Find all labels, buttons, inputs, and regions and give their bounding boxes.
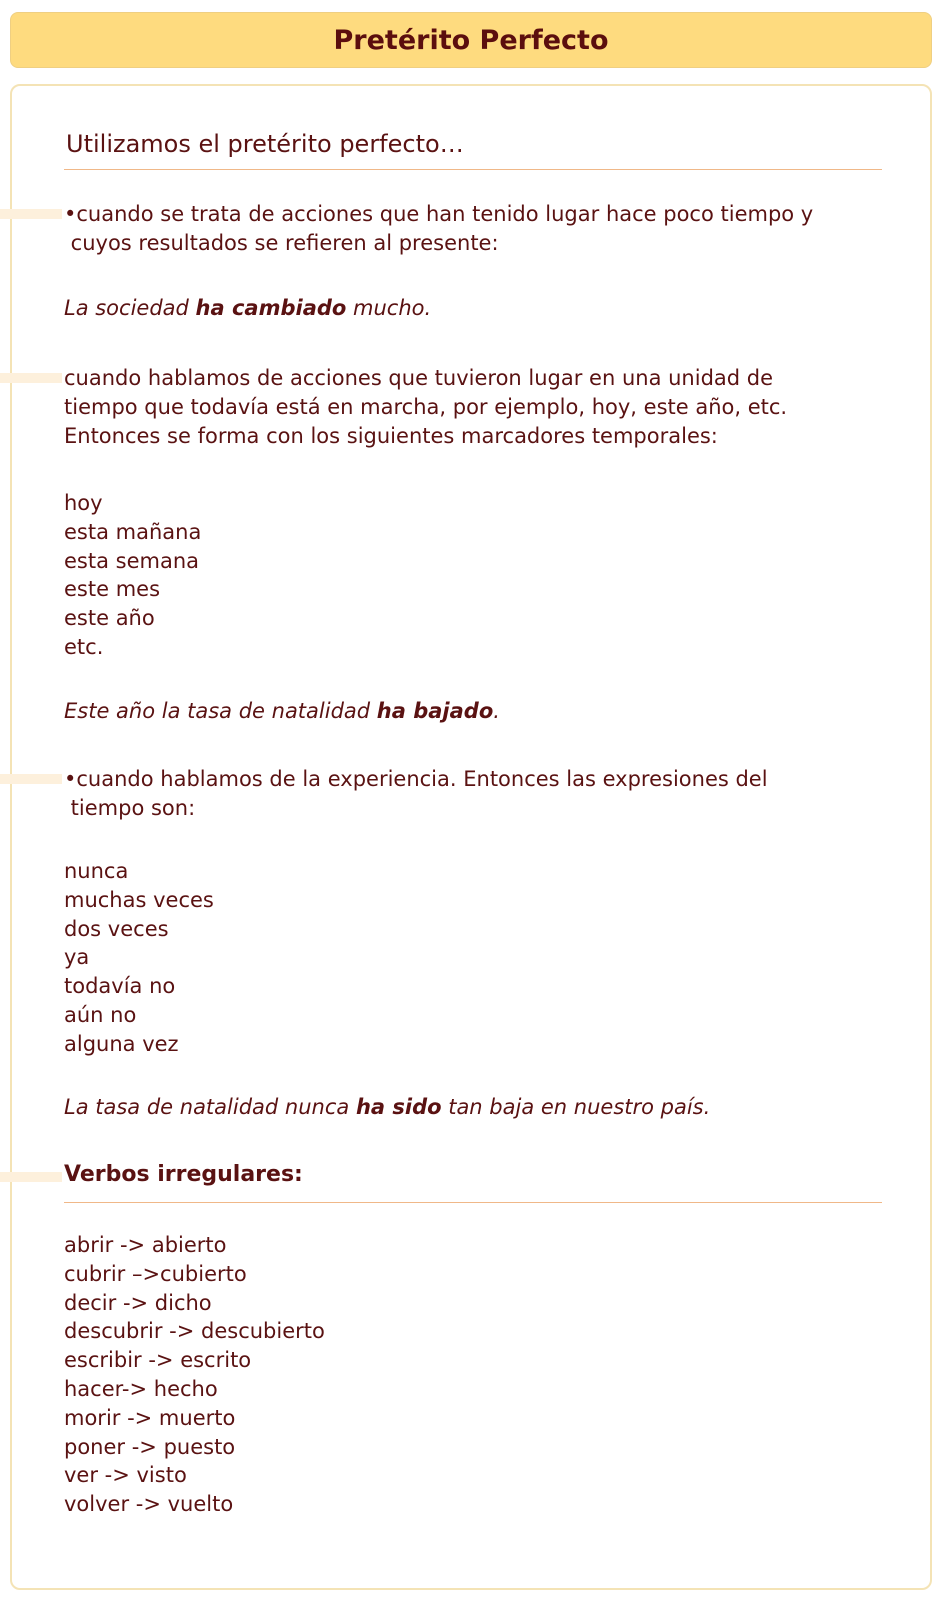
irregular-divider [64,1202,882,1203]
intro-divider [64,169,882,170]
example-verb: ha cambiado [195,296,347,320]
list-item: decir -> dicho [64,1290,212,1315]
section1-text [64,200,813,258]
section1-example [64,296,431,320]
list-item: este año [64,606,155,631]
section-marker [0,209,62,219]
section-marker [0,1172,62,1182]
page-title: Pretérito Perfecto [333,24,609,56]
section-marker [0,373,62,383]
list-item: muchas veces [64,887,214,912]
experience-markers-list [64,857,214,1059]
section1-line: cuyos resultados se refieren al presente: [64,231,499,255]
section2-text [64,364,787,451]
section2-example [64,699,500,723]
list-item: todavía no [64,974,176,999]
list-item: ya [64,945,90,970]
section2-line: Entonces se forma con los siguientes marcadores temporales: [64,424,718,448]
list-item: esta semana [64,548,200,573]
section3-text [64,765,768,823]
example-text: La tasa de natalidad nunca [64,1095,356,1119]
example-text: . [493,699,500,723]
list-item: morir -> muerto [64,1405,236,1430]
irregular-heading: Verbos irregulares: [64,1162,303,1187]
section1-line: •cuando se trata de acciones que han tenido lugar hace poco tiempo y [64,202,814,226]
list-item: poner -> puesto [64,1434,236,1459]
example-text: mucho. [346,296,432,320]
list-item: cubrir –>cubierto [64,1261,247,1286]
list-item: volver -> vuelto [64,1492,234,1517]
section3-line: tiempo son: [64,796,196,820]
list-item: ver -> visto [64,1463,187,1488]
section3-line: •cuando hablamos de la experiencia. Entonces las expresiones del [64,767,768,791]
list-item: aún no [64,1002,137,1027]
list-item: etc. [64,634,104,659]
example-text: tan baja en nuestro país. [441,1095,711,1119]
list-item: alguna vez [64,1031,179,1056]
list-item: nunca [64,859,129,883]
example-verb: ha bajado [376,699,494,723]
title-banner [10,12,932,68]
irregular-verbs-list [64,1231,325,1519]
example-text: La sociedad [64,296,196,320]
time-markers-list [64,489,201,662]
list-item: este mes [64,577,161,602]
list-item: hacer-> hecho [64,1376,218,1401]
example-text: Este año la tasa de natalidad [64,699,377,723]
section3-example [64,1095,710,1119]
list-item: escribir -> escrito [64,1348,252,1373]
list-item: dos veces [64,916,169,941]
section2-line: cuando hablamos de acciones que tuvieron lugar en una unidad de [64,366,774,390]
section2-line: tiempo que todavía está en marcha, por ejemplo, hoy, este año, etc. [64,395,788,419]
list-item: descubrir -> descubierto [64,1319,325,1344]
intro-heading: Utilizamos el pretérito perfecto… [66,130,464,158]
example-verb: ha sido [355,1095,442,1119]
list-item: abrir -> abierto [64,1233,227,1257]
list-item: hoy [64,491,103,515]
list-item: esta mañana [64,519,202,544]
section-marker [0,774,62,784]
